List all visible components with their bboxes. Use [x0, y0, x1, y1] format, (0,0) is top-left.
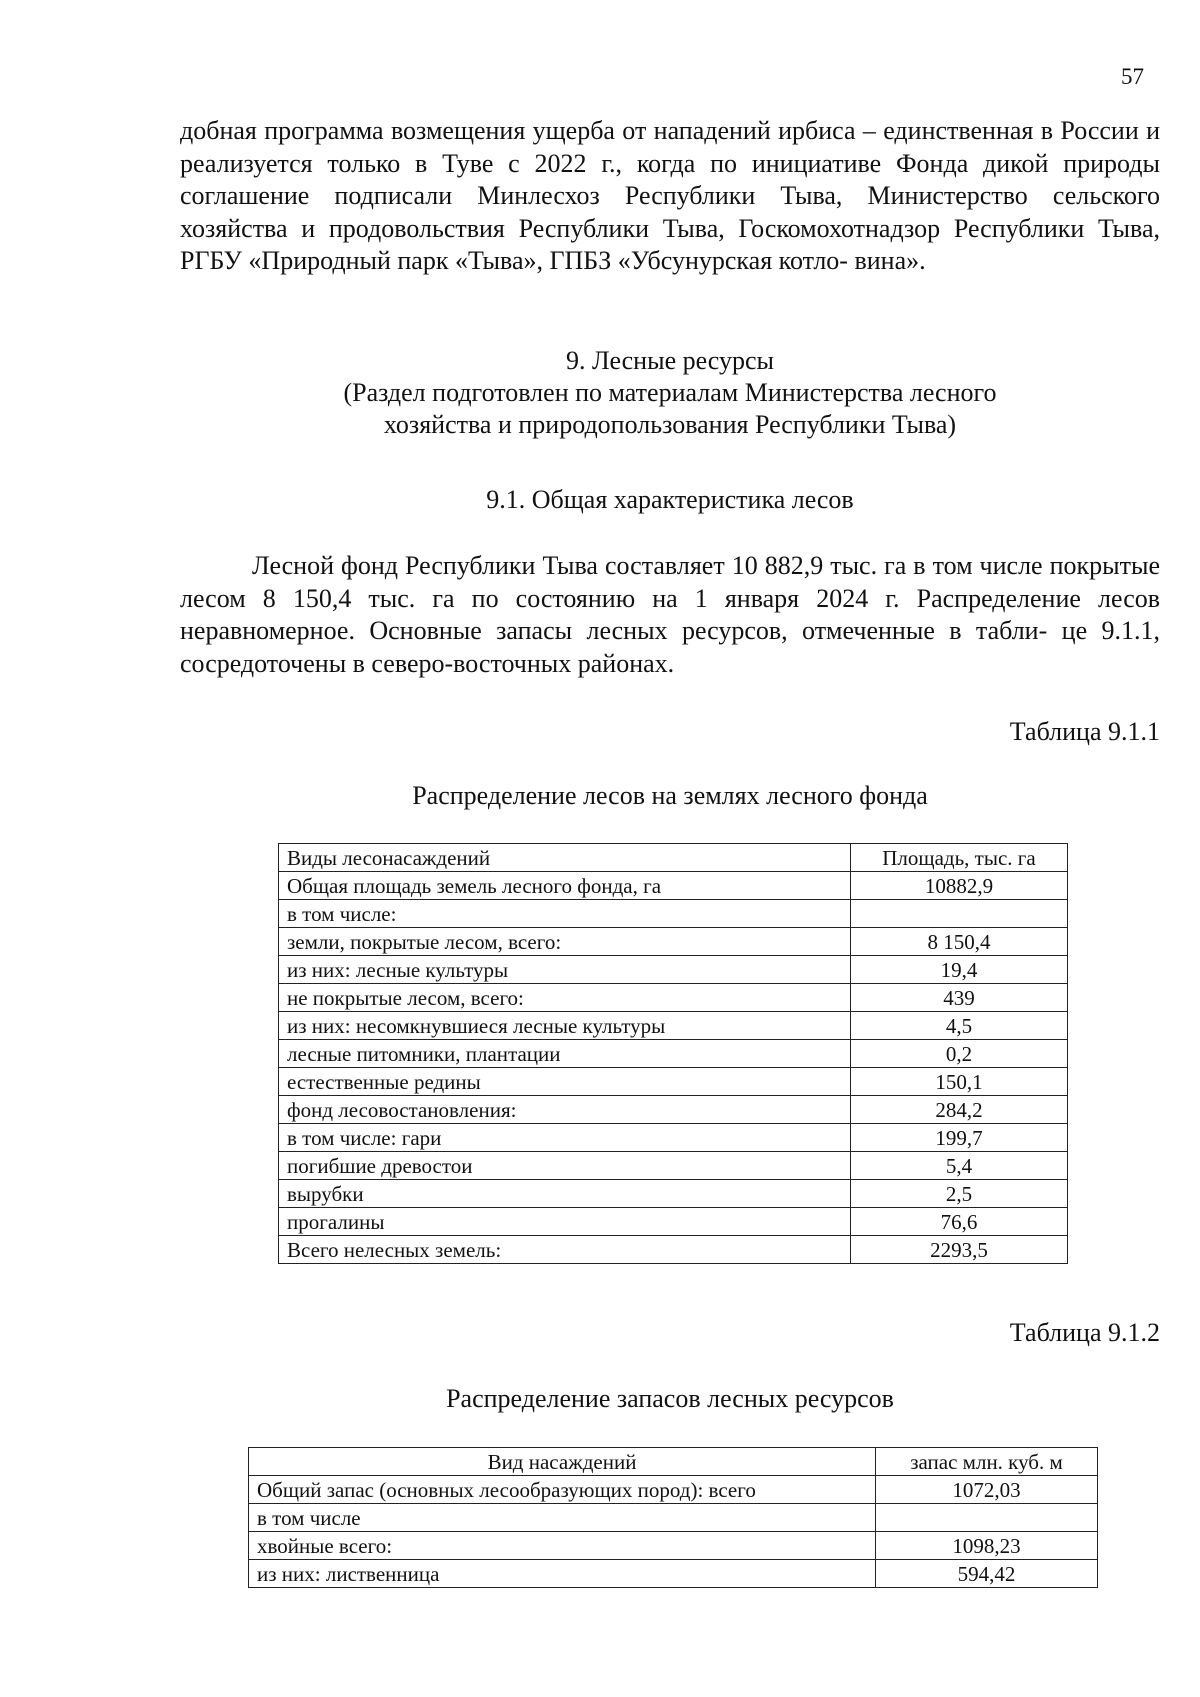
section-subtitle-line: (Раздел подготовлен по материалам Министерства лесного — [343, 378, 997, 407]
row-label: в том числе — [249, 1504, 876, 1532]
row-label: из них: лиственница — [249, 1560, 876, 1588]
table-row — [279, 872, 1068, 900]
row-label: в том числе: гари — [279, 1124, 851, 1152]
table-row — [279, 900, 1068, 928]
row-label: не покрытые лесом, всего: — [279, 984, 851, 1012]
row-value: 8 150,4 — [851, 928, 1068, 956]
row-label: Общая площадь земель лесного фонда, га — [279, 872, 851, 900]
row-label: вырубки — [279, 1180, 851, 1208]
text-line: Лесной фонд Республики Тыва составляет 10 882,9 тыс. га в том числе — [252, 551, 1043, 580]
row-label: погибшие древостои — [279, 1152, 851, 1180]
intro-paragraph — [180, 115, 1160, 278]
text-line: сельского хозяйства и продовольствия Республики Тыва, Госкомохотнадзор — [180, 181, 1160, 243]
table-row — [249, 1532, 1098, 1560]
text-line: вина». — [854, 246, 926, 275]
body-paragraph — [180, 550, 1160, 680]
forest-distribution-table — [278, 843, 1068, 1264]
row-value: 76,6 — [851, 1208, 1068, 1236]
table-row — [249, 1476, 1098, 1504]
table-row — [279, 956, 1068, 984]
text-line: добная программа возмещения ущерба от нападений ирбиса – единственная в — [180, 116, 1054, 145]
header-cell: Виды лесонасаждений — [279, 844, 851, 872]
table2-label: Таблица 9.1.2 — [1009, 1318, 1160, 1347]
text-line: России и реализуется только в Туве с 2022 г., когда по инициативе Фонда дикой — [180, 116, 1161, 178]
row-value — [851, 900, 1068, 928]
row-label: Общий запас (основных лесообразующих пород): всего — [249, 1476, 876, 1504]
row-label: прогалины — [279, 1208, 851, 1236]
row-label: из них: несомкнувшиеся лесные культуры — [279, 1012, 851, 1040]
text-line: природы соглашение подписали Минлесхоз Республики Тыва, Министерство — [180, 148, 1160, 210]
row-value — [876, 1504, 1098, 1532]
row-value: 5,4 — [851, 1152, 1068, 1180]
forest-stock-table — [248, 1447, 1098, 1588]
table-header-row — [249, 1448, 1098, 1476]
table-row — [279, 928, 1068, 956]
table-row — [279, 1180, 1068, 1208]
section-title: 9. Лесные ресурсы — [566, 346, 774, 375]
section-subtitle-line: хозяйства и природопользования Республики Тыва) — [383, 410, 957, 439]
table-row — [279, 1152, 1068, 1180]
subsection-title: 9.1. Общая характеристика лесов — [486, 485, 854, 514]
text-line: це 9.1.1, сосредоточены в северо-восточных районах. — [180, 616, 1160, 678]
row-value: 284,2 — [851, 1096, 1068, 1124]
table-row — [249, 1560, 1098, 1588]
row-value: 1072,03 — [876, 1476, 1098, 1504]
table-row — [279, 1012, 1068, 1040]
row-label: естественные редины — [279, 1068, 851, 1096]
section-heading — [180, 345, 1160, 441]
text-line: лесов неравномерное. Основные запасы лесных ресурсов, отмеченные в табли- — [180, 583, 1161, 645]
page-number: 57 — [1121, 64, 1144, 89]
table2-caption: Распределение запасов лесных ресурсов — [446, 1384, 894, 1413]
row-value: 4,5 — [851, 1012, 1068, 1040]
row-value: 0,2 — [851, 1040, 1068, 1068]
table1-caption: Распределение лесов на землях лесного фонда — [412, 781, 928, 810]
row-value: 199,7 — [851, 1124, 1068, 1152]
table-row — [279, 1096, 1068, 1124]
row-value: 150,1 — [851, 1068, 1068, 1096]
row-label: в том числе: — [279, 900, 851, 928]
header-cell: запас млн. куб. м — [876, 1448, 1098, 1476]
text-line: Республики Тыва, РГБУ «Природный парк «Тыва», ГПБЗ «Убсунурская котло- — [180, 213, 1161, 275]
row-label: Всего нелесных земель: — [279, 1236, 851, 1264]
table-row — [279, 1124, 1068, 1152]
table1-label: Таблица 9.1.1 — [1009, 717, 1160, 746]
table-row — [279, 984, 1068, 1012]
text-line: покрытые лесом 8 150,4 тыс. га по состоянию на 1 января 2024 г. Распределение — [180, 551, 1161, 613]
row-value: 2293,5 — [851, 1236, 1068, 1264]
row-value: 594,42 — [876, 1560, 1098, 1588]
row-value: 10882,9 — [851, 872, 1068, 900]
header-cell: Вид насаждений — [249, 1448, 876, 1476]
table-header-row — [279, 844, 1068, 872]
row-value: 19,4 — [851, 956, 1068, 984]
table-row — [279, 1208, 1068, 1236]
table-row — [249, 1504, 1098, 1532]
table-row — [279, 1068, 1068, 1096]
row-label: земли, покрытые лесом, всего: — [279, 928, 851, 956]
row-label: хвойные всего: — [249, 1532, 876, 1560]
row-value: 2,5 — [851, 1180, 1068, 1208]
row-label: фонд лесовостановления: — [279, 1096, 851, 1124]
row-label: лесные питомники, плантации — [279, 1040, 851, 1068]
table-row — [279, 1236, 1068, 1264]
row-value: 439 — [851, 984, 1068, 1012]
header-cell: Площадь, тыс. га — [851, 844, 1068, 872]
row-label: из них: лесные культуры — [279, 956, 851, 984]
table-row — [279, 1040, 1068, 1068]
row-value: 1098,23 — [876, 1532, 1098, 1560]
